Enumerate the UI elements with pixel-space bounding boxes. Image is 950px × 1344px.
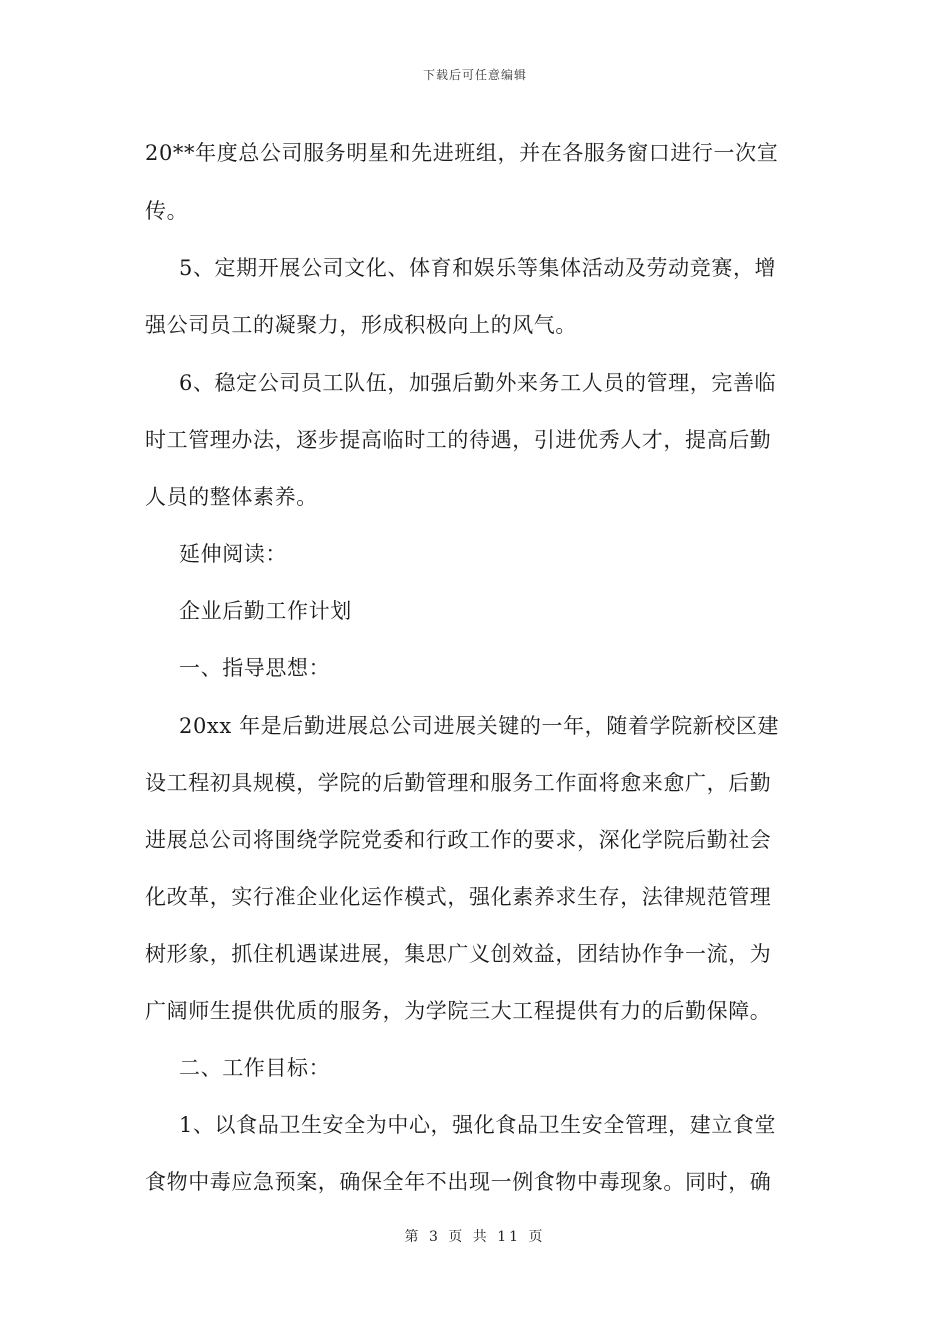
text-line: 树形象，抓住机遇谋进展，集思广义创效益，团结协作争一流，为: [145, 942, 772, 966]
text-line: 强公司员工的凝聚力，形成积极向上的风气。: [145, 313, 577, 337]
text-line: 1、以食品卫生安全为中心，强化食品卫生安全管理，建立食堂: [179, 1113, 777, 1137]
text-line: 5、定期开展公司文化、体育和娱乐等集体活动及劳动竞赛，增: [179, 256, 777, 280]
text-line: 广阔师生提供优质的服务，为学院三大工程提供有力的后勤保障。: [145, 999, 772, 1023]
text-line: 食物中毒应急预案，确保全年不出现一例食物中毒现象。同时，确: [145, 1170, 772, 1194]
text-line: 传。: [145, 199, 189, 223]
text-line: 化改革，实行准企业化运作模式，强化素养求生存，法律规范管理: [145, 885, 772, 909]
text-line: 20xx 年是后勤进展总公司进展关键的一年，随着学院新校区建: [179, 714, 780, 738]
page-header: 下载后可任意编辑: [422, 68, 527, 82]
text-line: 企业后勤工作计划: [179, 599, 352, 623]
text-line: 设工程初具规模，学院的后勤管理和服务工作面将愈来愈广，后勤: [145, 771, 772, 795]
text-line: 时工管理办法，逐步提高临时工的待遇，引进优秀人才，提高后勤: [145, 428, 772, 452]
text-line: 延伸阅读：: [179, 542, 287, 566]
text-line: 6、稳定公司员工队伍，加强后勤外来务工人员的管理，完善临: [179, 371, 777, 395]
text-line: 二、工作目标：: [179, 1056, 331, 1080]
text-line: 20**年度总公司服务明星和先进班组，并在各服务窗口进行一次宣: [145, 141, 779, 165]
text-line: 人员的整体素养。: [145, 485, 318, 509]
text-line: 进展总公司将围绕学院党委和行政工作的要求，深化学院后勤社会: [145, 828, 772, 852]
text-line: 一、指导思想：: [179, 656, 331, 680]
page-footer: 第 3 页 共 11 页: [404, 1229, 546, 1245]
